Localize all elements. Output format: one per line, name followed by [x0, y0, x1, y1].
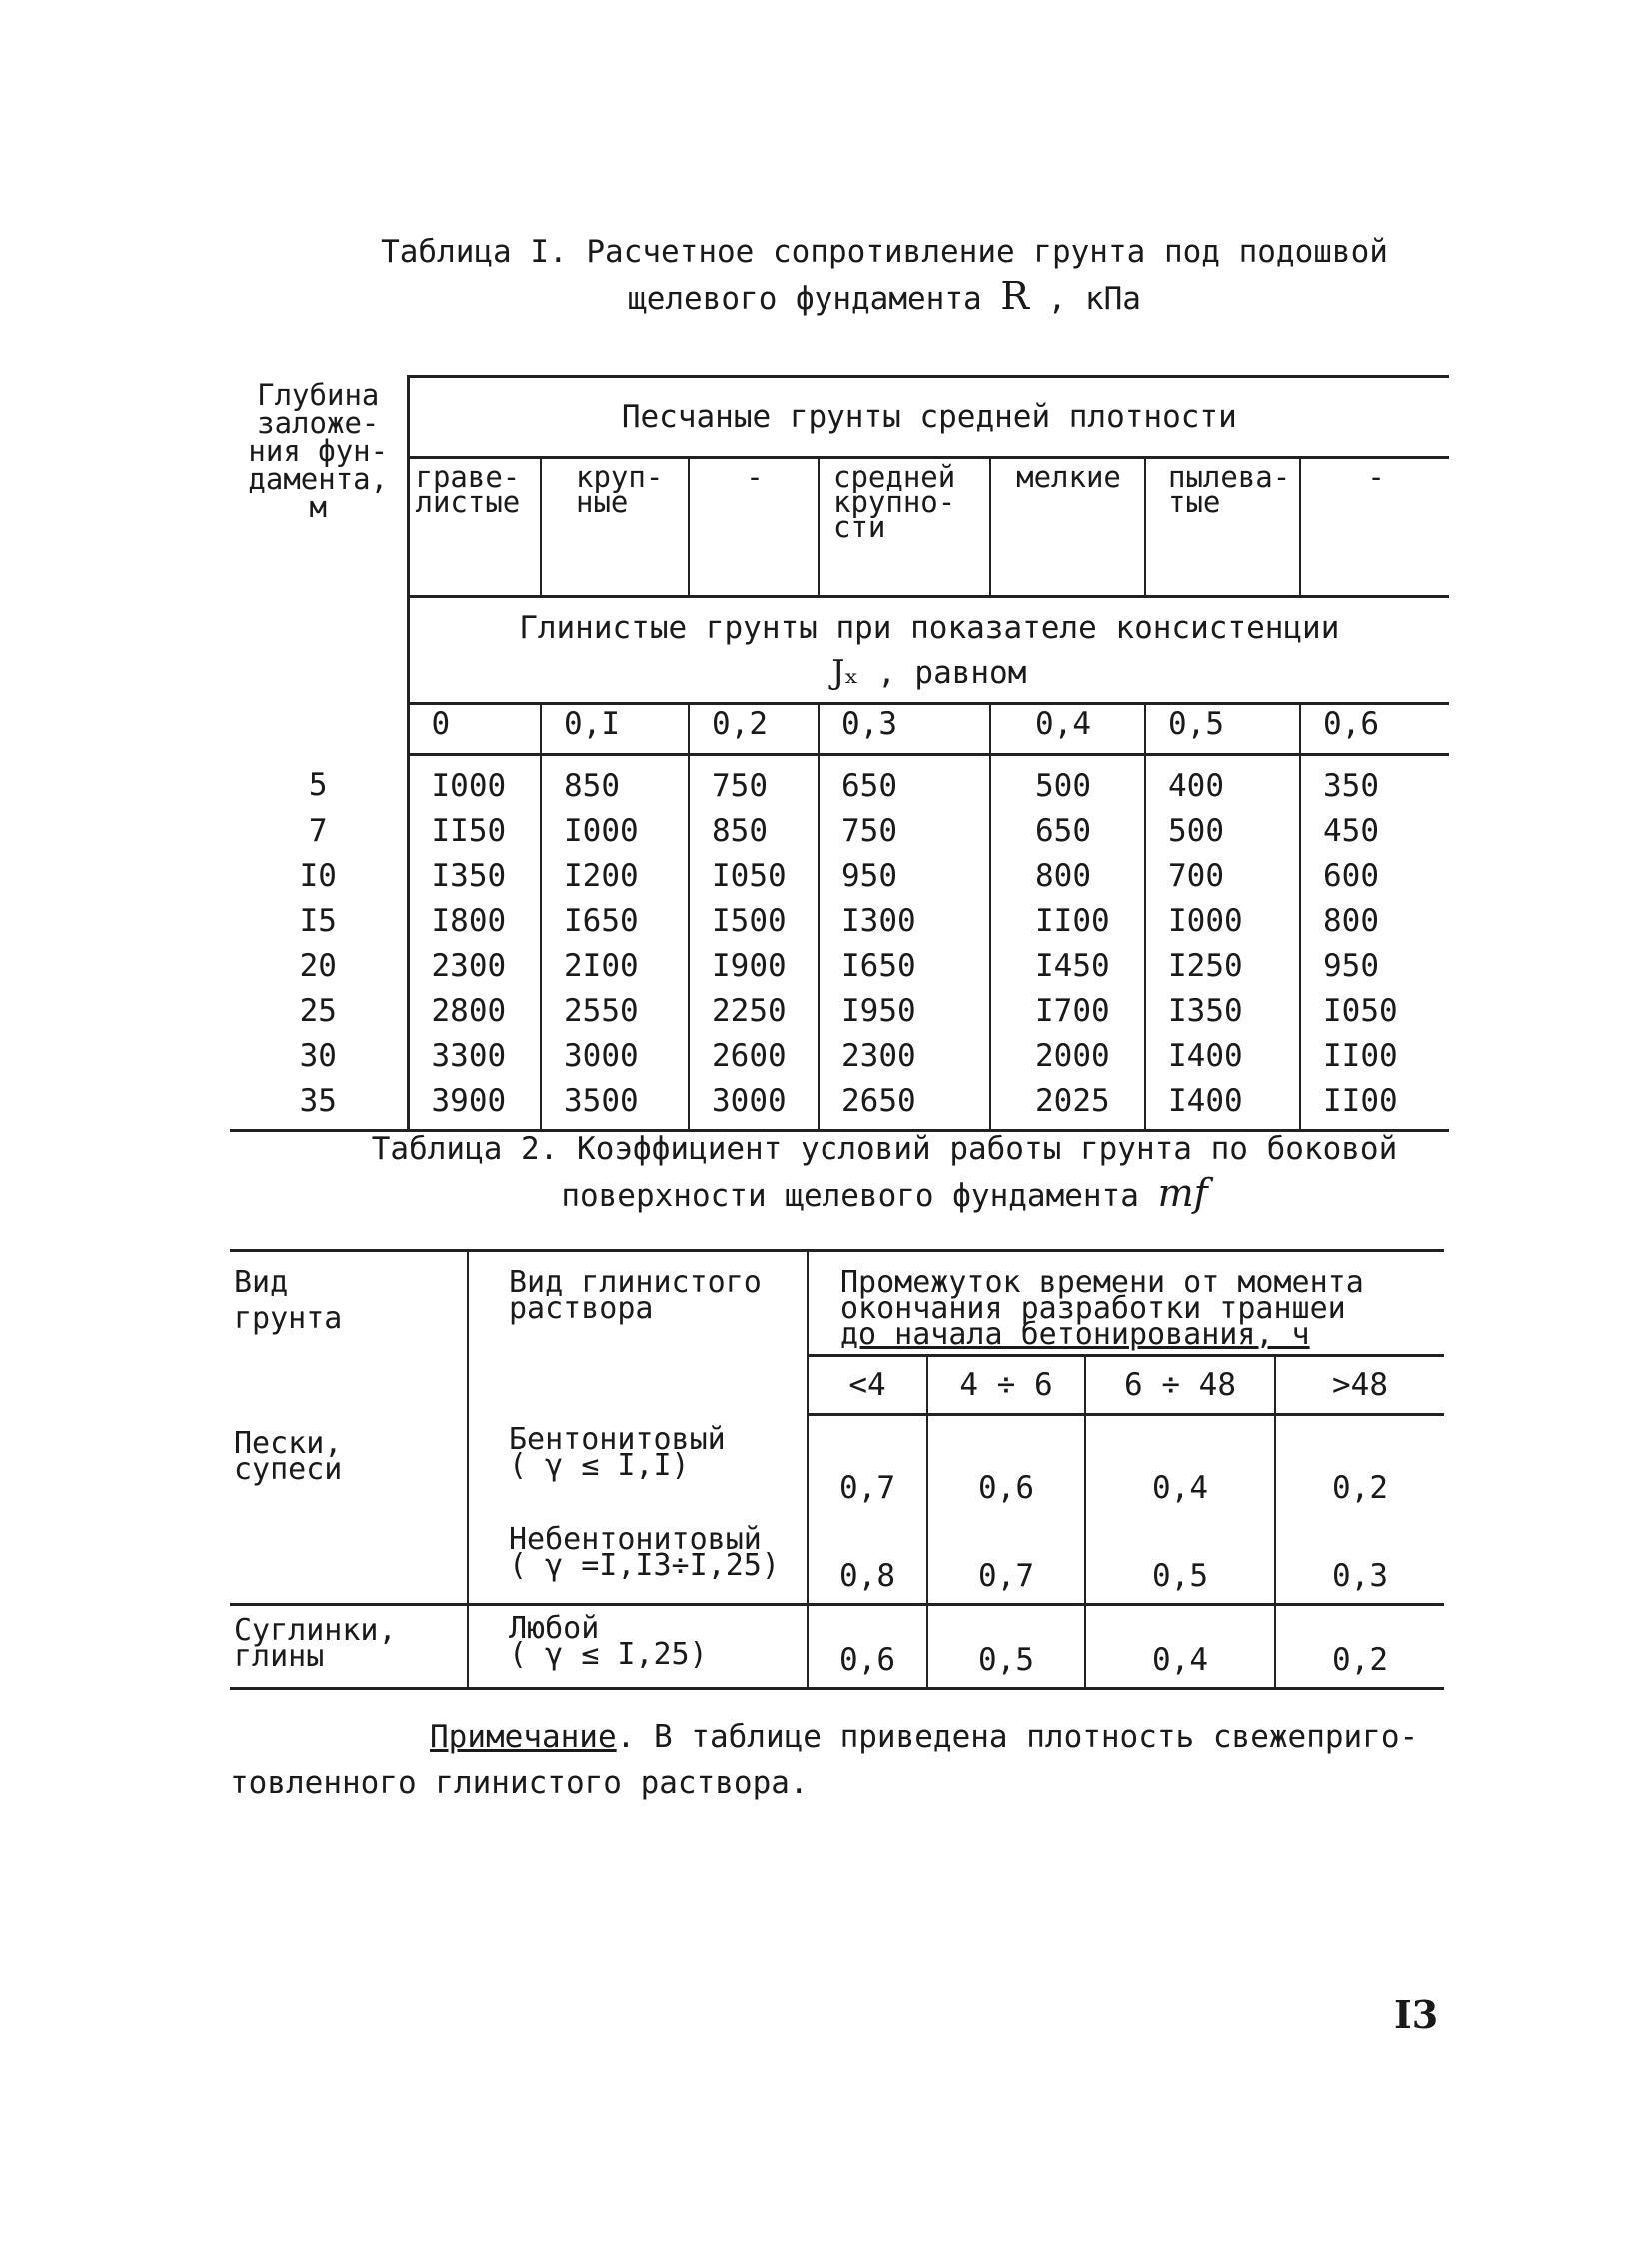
consistency-4: 0,4 — [990, 704, 1145, 755]
consistency-symbol: Jₓ — [831, 651, 859, 691]
solution-bentonite: Бентонитовый ( γ ≤ I,I) — [468, 1415, 808, 1515]
table-row: I0 I350 I200 I050 950 800 700 600 — [230, 854, 1449, 899]
table-row: Пески, супеси Бентонитовый ( γ ≤ I,I) 0,7 0,6 0,4 0,2 — [230, 1415, 1444, 1515]
sand-type-silty: пылева- тые — [1145, 458, 1300, 597]
table-row: 5 I000 850 750 650 500 400 350 — [230, 755, 1449, 810]
soil-loams: Суглинки, глины — [230, 1605, 468, 1689]
clay-group-header: Глинистые грунты при показателе консистенции Jₓ , равном — [519, 609, 1340, 691]
table-row: 7 II50 I000 850 750 650 500 450 — [230, 809, 1449, 854]
sand-type-none-2: - — [1300, 458, 1449, 597]
sand-group-header: Песчаные грунты средней плотности — [408, 377, 1449, 458]
note-label: Примечание — [430, 1719, 617, 1755]
depth-header: Глубина заложе- ния фун- дамента, м — [230, 377, 408, 755]
consistency-1: 0,I — [541, 704, 689, 755]
note-text: . В таблице приведена плотность свежеприго-товленного глинистого раствора. — [230, 1719, 1419, 1801]
soil-type-header: Вид грунта — [230, 1251, 468, 1415]
time-range-lt4: <4 — [808, 1356, 927, 1415]
table1-caption — [330, 230, 1439, 321]
consistency-3: 0,3 — [819, 704, 990, 755]
table-row: Небентонитовый ( γ =I,I3÷I,25) 0,8 0,7 0,5 0,3 — [230, 1515, 1444, 1605]
soil-sands: Пески, супеси — [230, 1415, 468, 1605]
consistency-2: 0,2 — [689, 704, 819, 755]
solution-type-header: Вид глинистого раствора — [468, 1251, 808, 1415]
time-range-6-48: 6 ÷ 48 — [1085, 1356, 1275, 1415]
soil-resistance-table — [230, 375, 1449, 1132]
resistance-symbol: R — [1000, 274, 1029, 318]
sand-type-gravel: граве- листые — [408, 458, 541, 597]
table-row: I5 I800 I650 I500 I300 II00 I000 800 — [230, 899, 1449, 944]
table2-caption-line2: поверхности щелевого фундамента mf — [561, 1171, 1208, 1215]
table-row: 20 2300 2I00 I900 I650 I450 I250 950 — [230, 944, 1449, 989]
table1-caption-line2: щелевого фундамента R , кПа — [628, 274, 1141, 318]
consistency-6: 0,6 — [1300, 704, 1449, 755]
table-row: 35 3900 3500 3000 2650 2025 I400 II00 — [230, 1079, 1449, 1131]
sand-type-coarse: круп- ные — [541, 458, 689, 597]
solution-any: Любой ( γ ≤ I,25) — [468, 1605, 808, 1689]
sand-type-medium: средней крупно- сти — [819, 458, 990, 597]
time-range-4-6: 4 ÷ 6 — [927, 1356, 1085, 1415]
table2-caption — [330, 1127, 1439, 1218]
consistency-0: 0 — [408, 704, 541, 755]
table-row: Суглинки, глины Любой ( γ ≤ I,25) 0,6 0,5 0,4 0,2 — [230, 1605, 1444, 1689]
table-row: 30 3300 3000 2600 2300 2000 I400 II00 — [230, 1034, 1449, 1079]
table-row: 25 2800 2550 2250 I950 I700 I350 I050 — [230, 989, 1449, 1034]
work-conditions-table — [230, 1249, 1444, 1690]
time-interval-header: Промежуток времени от момента окончания разработки траншеи до начала бетонирования, ч — [808, 1251, 1444, 1356]
coefficient-symbol: mf — [1157, 1171, 1208, 1215]
sand-type-fine: мелкие — [990, 458, 1145, 597]
consistency-5: 0,5 — [1145, 704, 1300, 755]
time-range-gt48: >48 — [1275, 1356, 1444, 1415]
page-number: I3 — [1394, 1992, 1439, 2037]
table2-caption-line1: Таблица 2. Коэффициент условий работы грунта по боковой — [371, 1131, 1398, 1167]
note — [230, 1714, 1449, 1806]
sand-type-none-1: - — [689, 458, 819, 597]
table1-caption-line1: Таблица I. Расчетное сопротивление грунта под подошвой — [381, 234, 1388, 270]
solution-non-bentonite: Небентонитовый ( γ =I,I3÷I,25) — [468, 1515, 808, 1605]
